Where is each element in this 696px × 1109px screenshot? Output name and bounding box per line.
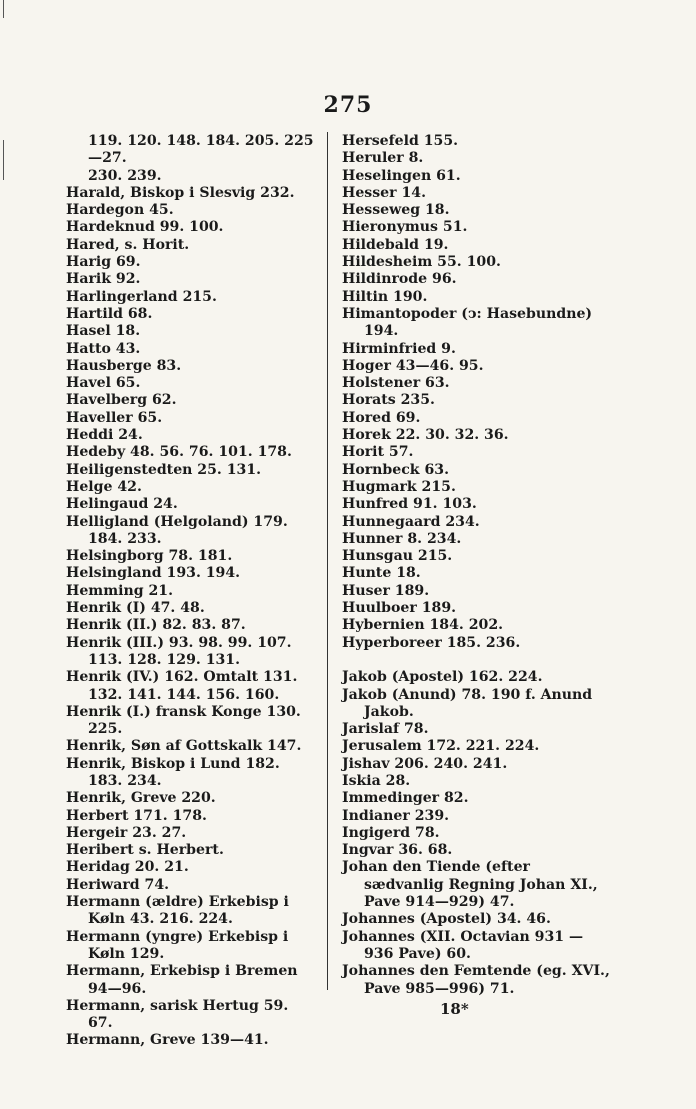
index-entry: Hunnegaard 234. bbox=[342, 513, 480, 530]
index-entry: Henrik, Søn af Gottskalk 147. bbox=[66, 738, 302, 755]
index-entry: Heddi 24. bbox=[66, 427, 143, 444]
index-entry: Hornbeck 63. bbox=[342, 461, 449, 478]
index-entry: Heribert s. Herbert. bbox=[66, 842, 224, 859]
margin-mark-side bbox=[3, 140, 4, 180]
index-entry: Hersefeld 155. bbox=[342, 133, 459, 149]
index-entry: Holstener 63. bbox=[342, 375, 450, 392]
index-entry: Hunner 8. 234. bbox=[342, 530, 462, 547]
index-entry: Hardegon 45. bbox=[66, 202, 174, 219]
index-entry: Hyperboreer 185. 236. bbox=[342, 634, 521, 651]
index-entry: Himantopoder (ↄ: Hasebundne) 194. bbox=[342, 305, 593, 340]
index-entry: Harig 69. bbox=[66, 254, 141, 271]
index-entry: Hunte 18. bbox=[342, 565, 421, 582]
index-entry: Heriward 74. bbox=[66, 876, 170, 893]
index-entry: Havel 65. bbox=[66, 375, 141, 392]
index-entry: Jarislaf 78. bbox=[342, 721, 429, 738]
index-entry: Helingaud 24. bbox=[66, 496, 178, 513]
index-entry: 119. 120. 148. 184. 205. 225—27. bbox=[88, 133, 314, 167]
index-entry: Johannes den Femtende (eg. XVI., Pave 985—996) 71. bbox=[342, 963, 610, 997]
index-entry: Jerusalem 172. 221. 224. bbox=[342, 738, 540, 755]
page-number: 275 bbox=[323, 92, 373, 118]
index-entry: Jakob (Anund) 78. 190 f. Anund Jakob. bbox=[342, 686, 593, 720]
index-entry: Heridag 20. 21. bbox=[66, 859, 189, 876]
index-entry: Hildebald 19. bbox=[342, 236, 449, 253]
index-entry: Haveller 65. bbox=[66, 409, 163, 426]
index-entry: Hesseweg 18. bbox=[342, 202, 450, 219]
column-divider bbox=[327, 132, 328, 990]
index-entry: Hieronymus 51. bbox=[342, 219, 468, 236]
index-entry: Hildesheim 55. 100. bbox=[342, 254, 501, 271]
index-entry: Hoger 43—46. 95. bbox=[342, 357, 484, 374]
index-entry: Hermann (ældre) Erkebisp i Køln 43. 216. 224. bbox=[66, 894, 289, 928]
index-entry: Harlingerland 215. bbox=[66, 288, 217, 305]
index-entry: Hermann (yngre) Erkebisp i Køln 129. bbox=[66, 928, 289, 962]
index-entry: Hartild 68. bbox=[66, 305, 153, 322]
index-entry: Johannes (Apostel) 34. 46. bbox=[342, 911, 551, 928]
index-entry: Herbert 171. 178. bbox=[66, 807, 207, 824]
index-entry: Henrik (III.) 93. 98. 99. 107. 113. 128. 129. 131. bbox=[66, 634, 292, 668]
index-entry: Immedinger 82. bbox=[342, 790, 469, 807]
index-entry: Heiligenstedten 25. 131. bbox=[66, 461, 262, 478]
index-entry: Hermann, sarisk Hertug 59. 67. bbox=[66, 997, 289, 1032]
index-entry: Hunsgau 215. bbox=[342, 548, 453, 565]
index-entry: Horats 235. bbox=[342, 392, 435, 409]
index-entry: Henrik (I.) fransk Konge 130. 225. bbox=[66, 703, 301, 738]
index-entry: Hiltin 190. bbox=[342, 288, 428, 305]
index-entry: 230. 239. bbox=[88, 167, 162, 184]
index-entry: Heruler 8. bbox=[342, 150, 424, 167]
index-entry: Hildinrode 96. bbox=[342, 271, 457, 288]
index-entry: Hergeir 23. 27. bbox=[66, 824, 187, 841]
index-entry: Horek 22. 30. 32. 36. bbox=[342, 427, 509, 444]
index-entry: Hausberge 83. bbox=[66, 357, 182, 374]
index-entry: Henrik (II.) 82. 83. 87. bbox=[66, 617, 246, 634]
index-entry: Iskia 28. bbox=[342, 772, 411, 789]
index-entry: Huulboer 189. bbox=[342, 600, 457, 617]
index-entry: Hared, s. Horit. bbox=[66, 236, 190, 253]
index-entry: Heselingen 61. bbox=[342, 167, 461, 184]
index-entry: Hirminfried 9. bbox=[342, 340, 456, 357]
index-entry: Hugmark 215. bbox=[342, 478, 456, 495]
index-entry: Hunfred 91. 103. bbox=[342, 496, 477, 513]
index-entry: Hybernien 184. 202. bbox=[342, 617, 504, 634]
signature-mark: 18* bbox=[440, 1000, 469, 1018]
index-entry: Harik 92. bbox=[66, 271, 141, 288]
index-entry: Helligland (Helgoland) 179. 184. 233. bbox=[66, 513, 288, 547]
index-entry: Henrik, Biskop i Lund 182. 183. 234. bbox=[66, 755, 280, 789]
index-entry: Hesser 14. bbox=[342, 184, 426, 201]
index-entry: Harald, Biskop i Slesvig 232. bbox=[66, 184, 295, 201]
index-entry: Ingigerd 78. bbox=[342, 824, 440, 841]
index-entry: Helsingborg 78. 181. bbox=[66, 548, 233, 565]
index-entry: Hedeby 48. 56. 76. 101. 178. bbox=[66, 444, 292, 461]
margin-mark-top bbox=[3, 0, 4, 18]
index-column-right bbox=[342, 133, 612, 998]
index-entry: Hermann, Greve 139—41. bbox=[66, 1032, 269, 1049]
index-entry: Hardeknud 99. 100. bbox=[66, 219, 224, 236]
index-entry: Hasel 18. bbox=[66, 323, 141, 340]
index-entry: Indianer 239. bbox=[342, 807, 450, 824]
index-entry: Havelberg 62. bbox=[66, 392, 177, 409]
index-entry: Huser 189. bbox=[342, 582, 430, 599]
index-entry: Henrik (I) 47. 48. bbox=[66, 600, 205, 617]
index-entry: Helsingland 193. 194. bbox=[66, 565, 241, 582]
index-entry: Hermann, Erkebisp i Bremen 94—96. bbox=[66, 963, 298, 997]
index-entry: Henrik, Greve 220. bbox=[66, 790, 216, 807]
index-column-left bbox=[66, 133, 316, 1050]
index-entry: Horit 57. bbox=[342, 444, 414, 461]
index-entry: Hored 69. bbox=[342, 409, 421, 426]
index-entry: Jishav 206. 240. 241. bbox=[342, 755, 508, 772]
index-entry: Johan den Tiende (efter sædvanlig Regning Johan XI., Pave 914—929) 47. bbox=[342, 859, 598, 911]
index-entry: Hemming 21. bbox=[66, 582, 173, 599]
index-entry: Helge 42. bbox=[66, 478, 142, 495]
index-entry: Jakob (Apostel) 162. 224. bbox=[342, 669, 543, 686]
index-entry: Johannes (XII. Octavian 931 —936 Pave) 60. bbox=[342, 928, 584, 962]
index-entry: Hatto 43. bbox=[66, 340, 141, 357]
index-entry: Ingvar 36. 68. bbox=[342, 842, 453, 859]
index-entry: Henrik (IV.) 162. Omtalt 131. 132. 141. 144. 156. 160. bbox=[66, 669, 298, 703]
